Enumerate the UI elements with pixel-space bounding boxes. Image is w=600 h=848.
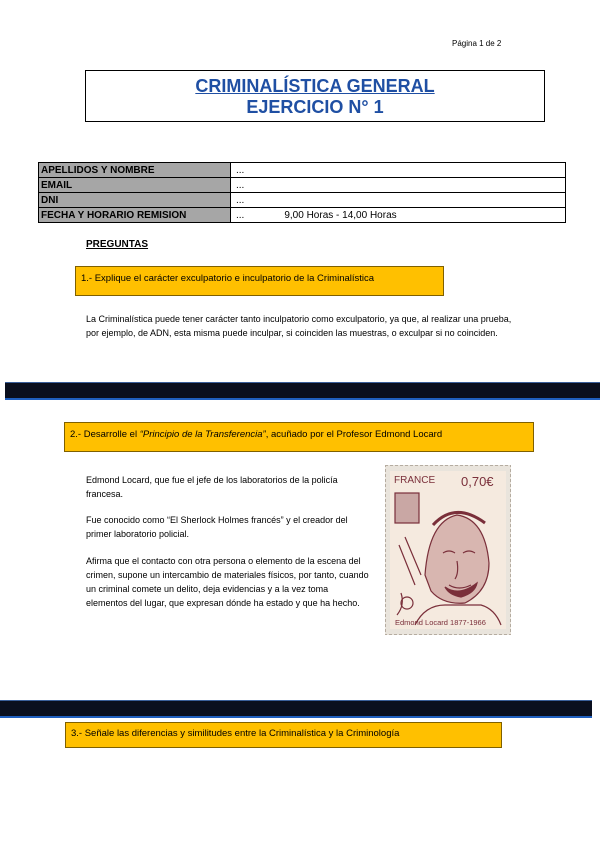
date-value[interactable] (231, 208, 566, 223)
section-divider-bar (5, 382, 600, 400)
student-info-table (38, 162, 566, 223)
stamp-price: 0,70€ (461, 474, 494, 489)
question-3: 3.- Señale las diferencias y similitudes entre la Criminalística y la Criminología (65, 722, 502, 748)
page-number: Página 1 de 2 (452, 39, 502, 48)
question-2-emphasis: “Principio de la Transferencia” (139, 429, 266, 440)
stamp-country: FRANCE (394, 475, 436, 486)
question-1: 1.- Explique el carácter exculpatorio e inculpatorio de la Criminalística (75, 266, 444, 296)
edmond-locard-stamp-image (385, 465, 511, 635)
stamp-caption: Edmond Locard 1877-1966 (395, 618, 486, 627)
name-value[interactable]: ... (231, 163, 566, 178)
email-label: EMAIL (39, 178, 231, 193)
document-title: CRIMINALÍSTICA GENERAL (195, 76, 435, 96)
exercise-title: EJERCICIO N° 1 (246, 97, 384, 117)
dni-label: DNI (39, 193, 231, 208)
question-2-suffix: , acuñado por el Profesor Edmond Locard (265, 429, 443, 440)
answer-1: La Criminalística puede tener carácter tanto inculpatorio como exculpatorio, ya que, al realizar una prueba, por ejemplo, de ADN, esta misma puede inculpar, si coinciden las muestras, o exculpar si no coinciden. (86, 314, 512, 338)
answer-2-paragraph-3: Afirma que el contacto con otra persona o elemento de la escena del crimen, supone un intercambio de materiales físicos, por tanto, cuando un criminal comete un delito, deja evidencias y a la vez toma elementos del lugar, que expresan dónde ha estado y que ha hecho. (86, 556, 369, 608)
info-row-date (39, 208, 566, 223)
question-2 (64, 422, 534, 452)
email-value[interactable]: ... (231, 178, 566, 193)
title-box (85, 70, 545, 122)
info-row-name (39, 163, 566, 178)
info-row-email (39, 178, 566, 193)
info-row-dni (39, 193, 566, 208)
schedule-text: 9,00 Horas - 14,00 Horas (284, 209, 397, 221)
question-2-prefix: 2.- Desarrolle el (70, 429, 140, 440)
answer-2-paragraph-1: Edmond Locard, que fue el jefe de los laboratorios de la policía francesa. (86, 475, 338, 499)
dni-value[interactable]: ... (231, 193, 566, 208)
date-placeholder: ... (236, 209, 245, 221)
section-heading: PREGUNTAS (86, 239, 149, 250)
answer-2-paragraph-2: Fue conocido como “El Sherlock Holmes francés” y el creador del primer laboratorio policial. (86, 515, 348, 539)
name-label: APELLIDOS Y NOMBRE (39, 163, 231, 178)
section-divider-bar (0, 700, 592, 718)
date-label: FECHA Y HORARIO REMISION (39, 208, 231, 223)
